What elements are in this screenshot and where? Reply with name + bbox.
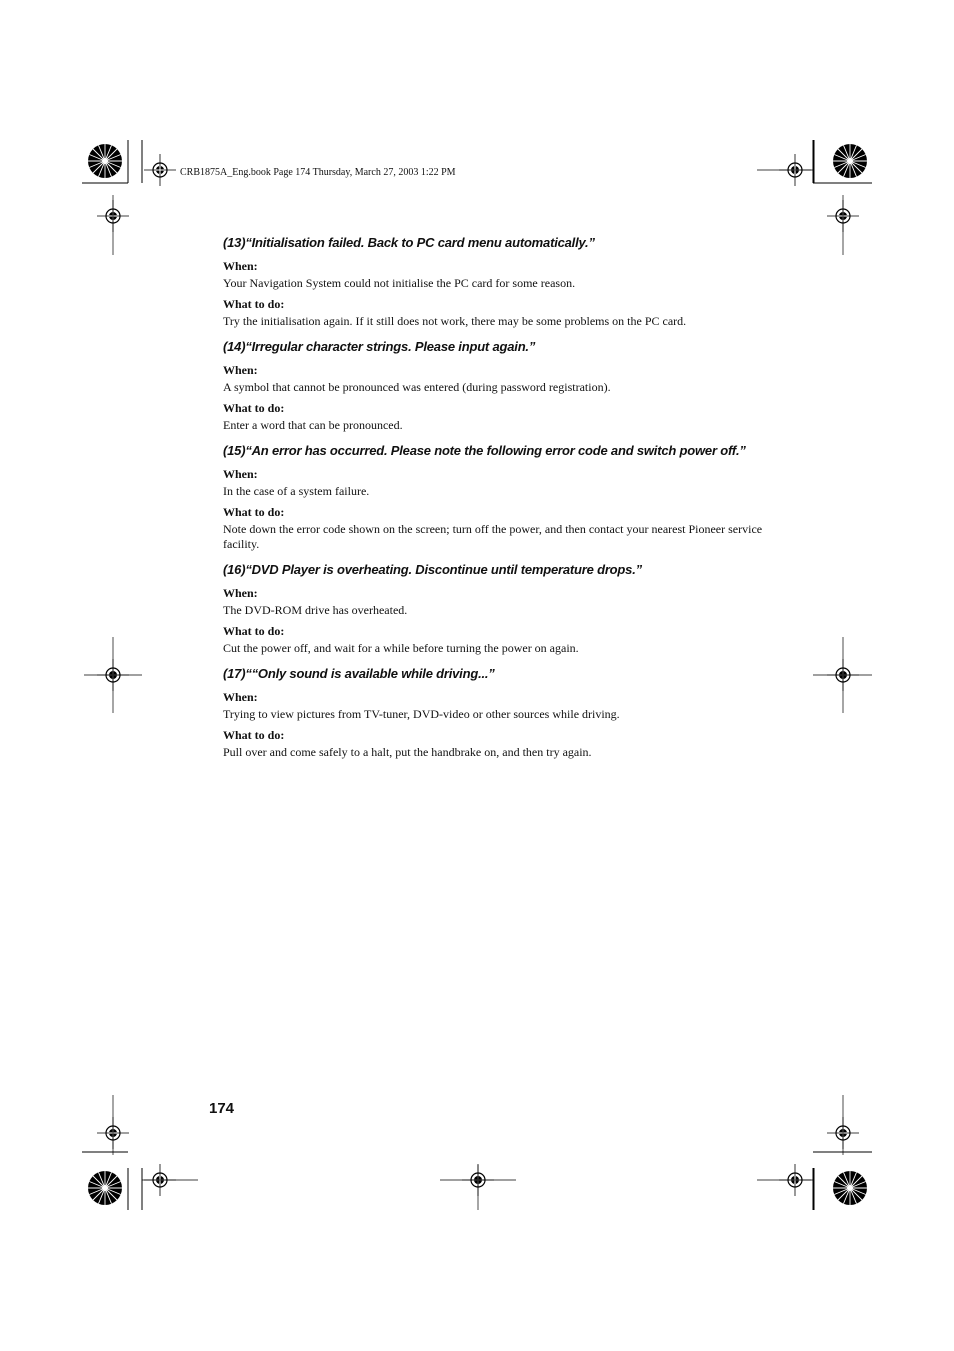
message-title: (15)“An error has occurred. Please note the following error code and switch power off.” [223, 443, 746, 458]
when-label: When: [223, 690, 258, 704]
message-title: (13)“Initialisation failed. Back to PC card menu automatically.” [223, 235, 595, 250]
when-text: In the case of a system failure. [223, 484, 370, 498]
error-message-list [223, 235, 768, 770]
when-text: Trying to view pictures from TV-tuner, DVD-video or other sources while driving. [223, 707, 620, 721]
when-text: Your Navigation System could not initialise the PC card for some reason. [223, 276, 576, 290]
what-to-do-label: What to do: [223, 297, 285, 311]
when-text: The DVD-ROM drive has overheated. [223, 603, 408, 617]
message-section [223, 339, 768, 433]
what-to-do-text: Note down the error code shown on the screen; turn off the power, and then contact your nearest Pioneer service facility. [223, 522, 763, 551]
message-section [223, 666, 768, 760]
message-section [223, 443, 768, 552]
when-label: When: [223, 259, 258, 273]
when-label: When: [223, 586, 258, 600]
when-text: A symbol that cannot be pronounced was entered (during password registration). [223, 380, 611, 394]
message-title: (17)““Only sound is available while driving...” [223, 666, 495, 681]
message-title: (16)“DVD Player is overheating. Discontinue until temperature drops.” [223, 562, 642, 577]
what-to-do-label: What to do: [223, 624, 285, 638]
what-to-do-text: Cut the power off, and wait for a while before turning the power on again. [223, 641, 579, 655]
message-section [223, 235, 768, 329]
what-to-do-label: What to do: [223, 505, 285, 519]
what-to-do-text: Pull over and come safely to a halt, put the handbrake on, and then try again. [223, 745, 592, 759]
when-label: When: [223, 363, 258, 377]
file-info-header: CRB1875A_Eng.book Page 174 Thursday, March 27, 2003 1:22 PM [180, 167, 456, 178]
message-section [223, 562, 768, 656]
message-title: (14)“Irregular character strings. Please input again.” [223, 339, 536, 354]
what-to-do-text: Enter a word that can be pronounced. [223, 418, 403, 432]
when-label: When: [223, 467, 258, 481]
what-to-do-label: What to do: [223, 401, 285, 415]
what-to-do-text: Try the initialisation again. If it still does not work, there may be some problems on the PC card. [223, 314, 687, 328]
what-to-do-label: What to do: [223, 728, 285, 742]
page-number: 174 [209, 1100, 235, 1117]
